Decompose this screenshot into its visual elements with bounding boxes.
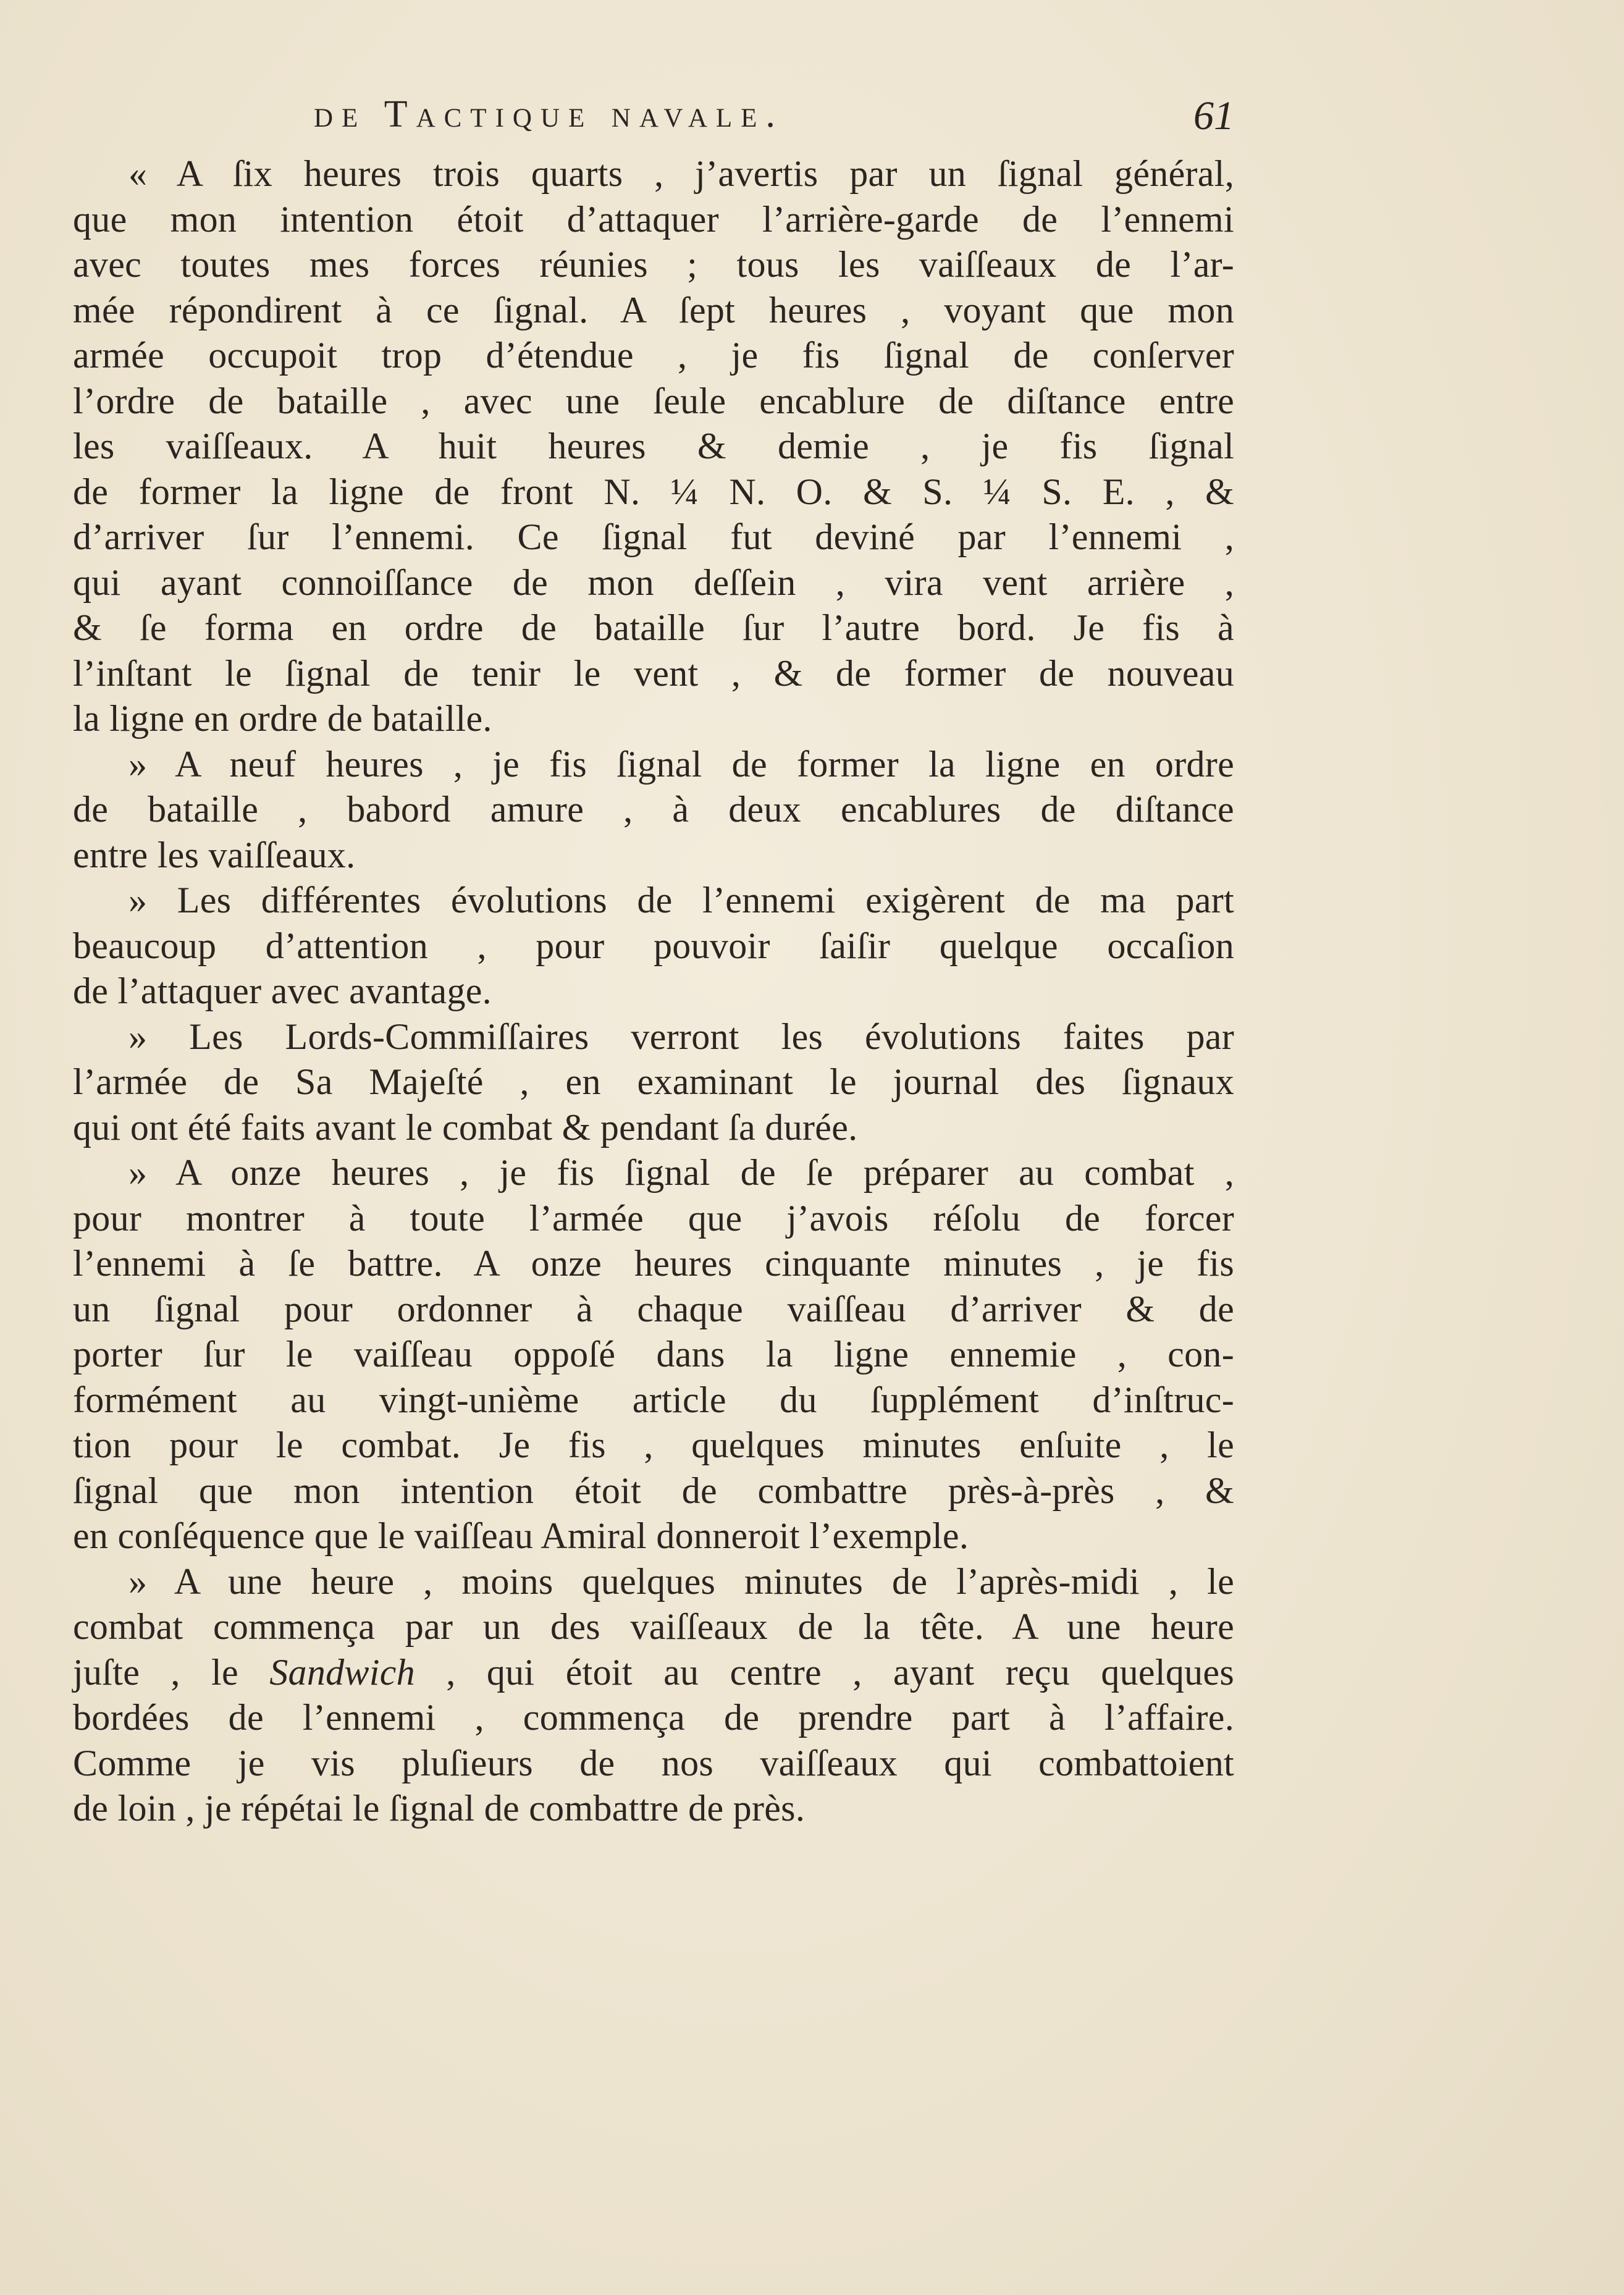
- text-line: mée répondirent à ce ſignal. A ſept heures , voyant que mon: [73, 289, 1234, 331]
- paragraph: [73, 742, 1234, 878]
- page-number: 61: [1193, 93, 1234, 138]
- paragraph: [73, 1014, 1234, 1151]
- text-line: les vaiſſeaux. A huit heures & demie , je fis ſignal: [73, 426, 1234, 466]
- text-line: un ſignal pour ordonner à chaque vaiſſeau d’arriver & de: [73, 1288, 1234, 1329]
- text-line: l’ennemi à ſe battre. A onze heures cinquante minutes , je fis: [73, 1243, 1234, 1284]
- page-header: [73, 93, 1234, 148]
- text-line: en conſéquence que le vaiſſeau Amiral donneroit l’exemple.: [73, 1515, 969, 1556]
- text-line: porter ſur le vaiſſeau oppoſé dans la ligne ennemie , con-: [73, 1334, 1234, 1375]
- text-line: & ſe forma en ordre de bataille ſur l’autre bord. Je fis à: [73, 607, 1234, 648]
- text-line: » Les différentes évolutions de l’ennemi exigèrent de ma part: [128, 880, 1234, 920]
- text-line: ſignal que mon intention étoit de combattre près-à-près , &: [73, 1470, 1234, 1511]
- text-line: de loin , je répétai le ſignal de combattre de près.: [73, 1788, 806, 1829]
- body-text: [73, 151, 1234, 1832]
- text-line: de former la ligne de front N. ¼ N. O. & S. ¼ S. E. , &: [73, 471, 1234, 512]
- text-line: l’inſtant le ſignal de tenir le vent , & de former de nouveau: [73, 652, 1234, 694]
- paragraph: [73, 151, 1234, 742]
- text-line: entre les vaiſſeaux.: [73, 834, 356, 875]
- text-line: que mon intention étoit d’attaquer l’arrière-garde de l’ennemi: [73, 198, 1234, 240]
- text-line: la ligne en ordre de bataille.: [73, 698, 492, 739]
- text-line: armée occupoit trop d’étendue , je fis ſignal de conſerver: [73, 335, 1234, 376]
- text-line: de l’attaquer avec avantage.: [73, 971, 492, 1011]
- text-line: pour montrer à toute l’armée que j’avois réſolu de forcer: [73, 1197, 1234, 1239]
- text-line: qui ayant connoiſſance de mon deſſein , vira vent arrière ,: [73, 562, 1234, 603]
- text-line: bordées de l’ennemi , commença de prendre part à l’affaire.: [73, 1697, 1234, 1738]
- running-title: de Tactique navale.: [314, 93, 784, 135]
- text-line: juſte , le Sandwich , qui étoit au centre , ayant reçu quelques: [73, 1651, 1234, 1693]
- paragraph: [73, 1559, 1234, 1832]
- text-line: » A une heure , moins quelques minutes de l’après-midi , le: [128, 1560, 1234, 1602]
- paragraph: [73, 1150, 1234, 1559]
- text-line: qui ont été faits avant le combat & pendant ſa durée.: [73, 1106, 858, 1148]
- text-line: de bataille , babord amure , à deux encablures de diſtance: [73, 789, 1234, 830]
- text-line: beaucoup d’attention , pour pouvoir ſaiſir quelque occaſion: [73, 925, 1234, 966]
- text-line: combat commença par un des vaiſſeaux de la tête. A une heure: [73, 1606, 1234, 1647]
- text-line: formément au vingt-unième article du ſupplément d’inſtruc-: [73, 1379, 1234, 1420]
- paragraph: [73, 878, 1234, 1014]
- text-line: tion pour le combat. Je fis , quelques minutes enſuite , le: [73, 1425, 1234, 1465]
- text-line: Comme je vis pluſieurs de nos vaiſſeaux qui combattoient: [73, 1742, 1234, 1783]
- text-line: d’arriver ſur l’ennemi. Ce ſignal fut deviné par l’ennemi ,: [73, 516, 1234, 557]
- ship-name: Sandwich: [269, 1651, 415, 1693]
- text-line: avec toutes mes forces réunies ; tous les vaiſſeaux de l’ar-: [73, 244, 1234, 285]
- text-line: » A onze heures , je fis ſignal de ſe préparer au combat ,: [128, 1152, 1234, 1193]
- text-line: l’ordre de bataille , avec une ſeule encablure de diſtance entre: [73, 380, 1234, 421]
- text-line: « A ſix heures trois quarts , j’avertis par un ſignal général,: [128, 153, 1234, 194]
- text-line: » A neuf heures , je fis ſignal de former la ligne en ordre: [128, 743, 1234, 785]
- text-line: l’armée de Sa Majeſté , en examinant le journal des ſignaux: [73, 1061, 1234, 1102]
- text-line: » Les Lords-Commiſſaires verront les évolutions faites par: [128, 1016, 1234, 1057]
